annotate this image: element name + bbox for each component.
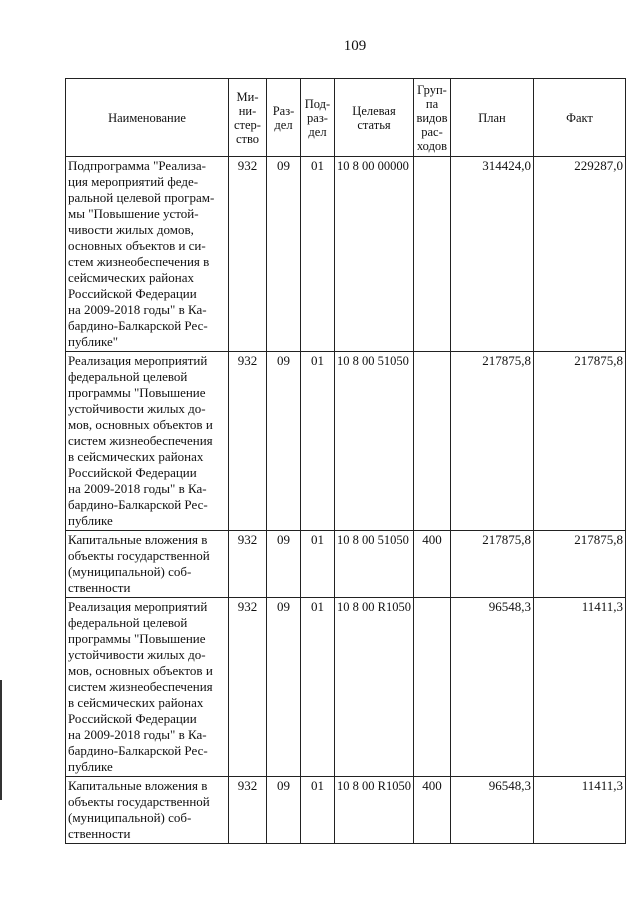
cell-ministry: 932 (229, 157, 267, 352)
table-body (66, 157, 626, 844)
header-line: Раз- (272, 103, 295, 118)
cell-name-line: стем жизнеобеспечения в (68, 254, 210, 269)
cell-group: 400 (414, 777, 451, 844)
cell-section: 09 (267, 157, 301, 352)
cell-section: 09 (267, 777, 301, 844)
cell-section: 09 (267, 598, 301, 777)
cell-name-line: устойчивости жилых до- (68, 401, 206, 416)
cell-name-line: (муниципальной) соб- (68, 564, 192, 579)
cell-ministry: 932 (229, 777, 267, 844)
cell-name-line: бардино-Балкарской Рес- (68, 318, 208, 333)
cell-plan: 217875,8 (451, 352, 534, 531)
cell-name-line: сейсмических районах (68, 270, 194, 285)
cell-ministry: 932 (229, 598, 267, 777)
cell-name-line: мов, основных объектов и (68, 417, 213, 432)
cell-name-line: систем жизнеобеспечения (68, 679, 213, 694)
cell-group (414, 598, 451, 777)
header-line: Под- (304, 96, 331, 111)
cell-name-line: Российской Федерации (68, 286, 197, 301)
cell-name-line: публике" (68, 334, 119, 349)
cell-plan: 96548,3 (451, 777, 534, 844)
cell-fact: 11411,3 (534, 777, 626, 844)
cell-ministry: 932 (229, 352, 267, 531)
header-ministry (229, 79, 267, 157)
cell-section: 09 (267, 531, 301, 598)
header-line: статья (357, 117, 391, 132)
table-row (66, 777, 626, 844)
cell-name (66, 598, 229, 777)
cell-subsection: 01 (301, 157, 335, 352)
cell-name-line: Российской Федерации (68, 711, 197, 726)
scan-edge-mark (0, 680, 2, 800)
cell-name-line: в сейсмических районах (68, 695, 204, 710)
cell-fact: 217875,8 (534, 531, 626, 598)
cell-subsection: 01 (301, 352, 335, 531)
table-row (66, 531, 626, 598)
cell-subsection: 01 (301, 531, 335, 598)
cell-name-line: бардино-Балкарской Рес- (68, 497, 208, 512)
cell-target: 10 8 00 51050 (335, 531, 414, 598)
cell-name (66, 157, 229, 352)
cell-name-line: ственности (68, 826, 131, 841)
cell-name-line: устойчивости жилых до- (68, 647, 206, 662)
cell-name-line: федеральной целевой (68, 369, 188, 384)
cell-plan: 96548,3 (451, 598, 534, 777)
cell-name-line: Подпрограмма "Реализа- (68, 158, 206, 173)
cell-name (66, 531, 229, 598)
cell-name-line: Реализация мероприятий (68, 353, 208, 368)
header-line: раз- (307, 110, 328, 125)
cell-name-line: федеральной целевой (68, 615, 188, 630)
cell-target: 10 8 00 R1050 (335, 598, 414, 777)
cell-name-line: основных объектов и си- (68, 238, 206, 253)
header-subsection (301, 79, 335, 157)
cell-name-line: Капитальные вложения в (68, 778, 208, 793)
cell-name-line: систем жизнеобеспечения (68, 433, 213, 448)
cell-name-line: программы "Повышение (68, 385, 206, 400)
cell-group (414, 157, 451, 352)
cell-name-line: мы "Повышение устой- (68, 206, 199, 221)
table-row (66, 598, 626, 777)
cell-name-line: Капитальные вложения в (68, 532, 208, 547)
cell-target: 10 8 00 R1050 (335, 777, 414, 844)
table-row (66, 157, 626, 352)
header-line: Ми- (236, 89, 259, 104)
cell-name (66, 777, 229, 844)
cell-name-line: публике (68, 759, 113, 774)
cell-name-line: объекты государственной (68, 548, 210, 563)
cell-group (414, 352, 451, 531)
cell-section: 09 (267, 352, 301, 531)
cell-name-line: на 2009-2018 годы" в Ка- (68, 727, 207, 742)
cell-name-line: ция мероприятий феде- (68, 174, 199, 189)
header-line: Груп- (417, 82, 447, 97)
table-header (66, 79, 626, 157)
header-line: дел (274, 117, 293, 132)
cell-name-line: бардино-Балкарской Рес- (68, 743, 208, 758)
cell-name-line: программы "Повышение (68, 631, 206, 646)
header-target (335, 79, 414, 157)
cell-name-line: Российской Федерации (68, 465, 197, 480)
cell-name-line: ральной целевой програм- (68, 190, 215, 205)
budget-table (65, 78, 626, 844)
cell-ministry: 932 (229, 531, 267, 598)
cell-name-line: ственности (68, 580, 131, 595)
cell-plan: 217875,8 (451, 531, 534, 598)
header-line: ни- (238, 103, 257, 118)
table-row (66, 352, 626, 531)
cell-target: 10 8 00 51050 (335, 352, 414, 531)
cell-fact: 217875,8 (534, 352, 626, 531)
header-line: ство (235, 131, 260, 146)
header-name: Наименование (66, 79, 229, 157)
cell-name-line: объекты государственной (68, 794, 210, 809)
header-section (267, 79, 301, 157)
header-fact: Факт (534, 79, 626, 157)
cell-name (66, 352, 229, 531)
page-number: 109 (343, 38, 367, 54)
cell-name-line: чивости жилых домов, (68, 222, 194, 237)
cell-fact: 229287,0 (534, 157, 626, 352)
header-line: стер- (234, 117, 261, 132)
cell-fact: 11411,3 (534, 598, 626, 777)
cell-name-line: публике (68, 513, 113, 528)
header-group (414, 79, 451, 157)
cell-subsection: 01 (301, 777, 335, 844)
header-line: дел (308, 124, 327, 139)
header-line: па (425, 96, 439, 111)
cell-target: 10 8 00 00000 (335, 157, 414, 352)
cell-name-line: (муниципальной) соб- (68, 810, 192, 825)
header-line: Целевая (352, 103, 396, 118)
header-plan: План (451, 79, 534, 157)
header-line: рас- (421, 124, 443, 139)
cell-name-line: Реализация мероприятий (68, 599, 208, 614)
cell-group: 400 (414, 531, 451, 598)
cell-name-line: в сейсмических районах (68, 449, 204, 464)
cell-subsection: 01 (301, 598, 335, 777)
header-line: ходов (416, 138, 448, 153)
cell-plan: 314424,0 (451, 157, 534, 352)
cell-name-line: мов, основных объектов и (68, 663, 213, 678)
cell-name-line: на 2009-2018 годы" в Ка- (68, 481, 207, 496)
cell-name-line: на 2009-2018 годы" в Ка- (68, 302, 207, 317)
header-line: видов (416, 110, 448, 125)
